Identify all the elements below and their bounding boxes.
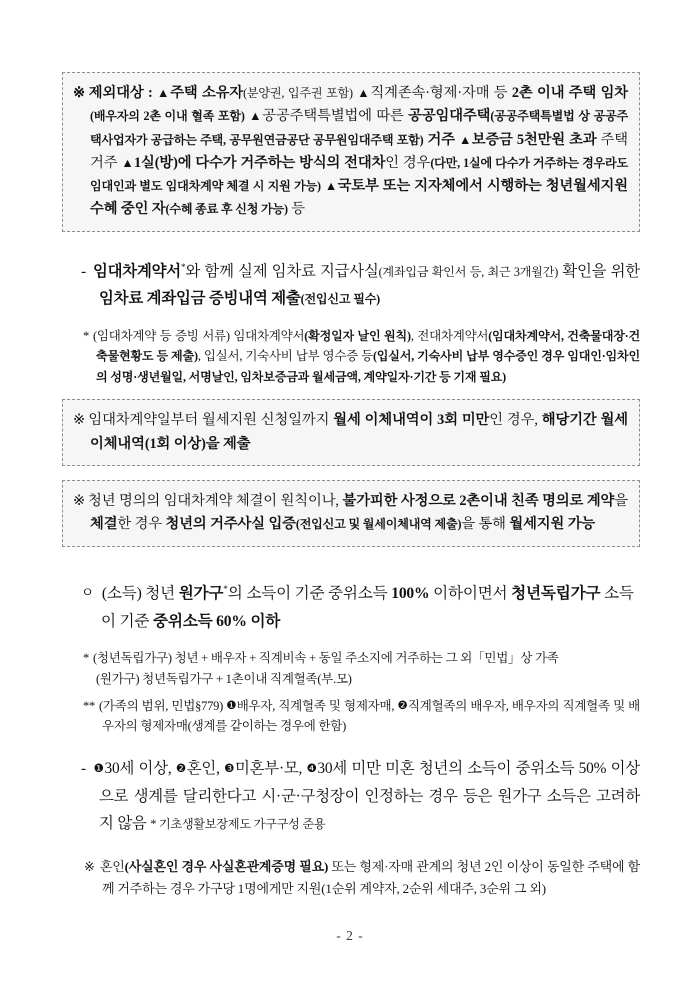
spacer (62, 689, 640, 696)
footnote-marker: * (180, 261, 186, 272)
income-exception-item (62, 755, 640, 837)
exclusion-target-text (73, 82, 628, 222)
reference-mark: ※ (84, 858, 95, 874)
spacer (62, 736, 640, 755)
relative-text-b: 불가피한 사정으로 2촌이내 친족 명의로 계약 (342, 492, 615, 509)
exclusion-item-2: 2촌 이내 주택 임차 (511, 85, 628, 101)
footnote-star: * (83, 651, 89, 666)
exclusion-item-3-lead: 공공주택특별법에 따른 (262, 108, 409, 125)
relative-text-e: 한 경우 (117, 516, 166, 533)
footnote-double-star: ** (83, 698, 95, 713)
family-scope-label: (가족의 범위, 민법§779) (99, 698, 227, 713)
income-independent-household: 청년독립가구 (511, 584, 601, 602)
exclusion-item-1: 주택 소유자 (170, 85, 244, 101)
lease-contract-submit: 임차료 계좌입금 증빙내역 제출 (99, 290, 301, 308)
relative-text-c: 을 (614, 492, 628, 509)
lease-contract-text-2: 확인을 위한 (558, 262, 640, 280)
transfer-text-c: 인 경우, (489, 412, 542, 429)
triangle-bullet-4: ▲ (458, 132, 472, 147)
relative-text-d: 체결 (90, 516, 118, 533)
income-text-c: 의 소득이 기준 중위소득 (227, 584, 392, 602)
household-definition-footnote (62, 648, 640, 668)
lease-evidence-title: (임대차계약 등 증빙 서류) (93, 328, 230, 343)
relative-text-f-note: (전입신고 및 월세이체내역 제출) (295, 517, 462, 532)
exclusion-item-6: 국토부 또는 지자체에서 시행하는 청년월세지원 수혜 중인 자 (90, 178, 628, 218)
relative-text-f: 청년의 거주사실 입증 (165, 516, 296, 533)
exception-text-c: 미혼부·모, (234, 760, 307, 778)
triangle-bullet-3: ▲ (249, 109, 263, 124)
page-content (62, 72, 640, 900)
exclusion-item-4: 보증금 5천만원 초과 (471, 131, 597, 148)
circled-number-1-icon: ❶ (92, 763, 105, 776)
exclusion-item-5: 전대차 (344, 154, 386, 171)
lease-evidence-c: , 전대차계약서 (410, 328, 489, 343)
relative-contract-text (73, 490, 628, 537)
lease-contract-label: 임대차계약서 (92, 262, 181, 280)
page-number: - 2 - (336, 928, 364, 943)
circled-number-2-icon: ❷ (397, 699, 408, 712)
origin-household-footnote (62, 669, 640, 689)
lease-evidence-b-note: (확정일자 날인 원칙) (304, 328, 411, 343)
exclusion-item-5-tail: 인 경우 (385, 154, 431, 171)
marriage-text-a: 혼인 (99, 858, 125, 874)
circled-number-2-icon: ❷ (175, 763, 187, 776)
exclusion-item-6-note: (수혜 종료 후 신청 가능) (165, 202, 288, 217)
footnote-marker: * (223, 583, 228, 594)
income-text-e: 이하이면서 (429, 584, 512, 602)
lease-evidence-c-note: (임대차계약서, 건축물대장·건축물현황도 등 제출) (96, 328, 641, 364)
relative-contract-box (62, 480, 640, 547)
reference-mark: ※ (73, 85, 86, 101)
income-household-label: 원가구 (178, 584, 224, 602)
exclusion-item-4-tail: 주택 거주 (90, 131, 628, 171)
family-scope-footnote (62, 696, 640, 737)
transfer-text-b: 월세 이체내역이 3회 미만 (333, 412, 490, 429)
lease-contract-note-2: (전입신고 필수) (300, 292, 380, 307)
transfer-text-a: 임대차계약일부터 월세지원 신청일까지 (88, 412, 334, 429)
income-text-g: 소득이 기준 (101, 584, 634, 630)
footnote-star: * (83, 328, 89, 343)
exclusion-item-3-note: (공공주택특별법 상 공공주택사업자가 공급하는 주택, 공무원연금공단 공무원임대주택 포함) (90, 109, 628, 147)
exclusion-item-2-lead: 직계존속·형제·자매 등 (370, 85, 512, 101)
lease-contract-text-1: 와 함께 실제 임차료 지급사실 (185, 262, 379, 280)
income-criteria-item (62, 580, 640, 637)
independent-household-desc: 청년 + 배우자 + 직계비속 + 동일 주소지에 거주하는 그 외「민법」상 가족 (171, 651, 559, 666)
spacer (62, 246, 640, 258)
independent-household-label: (청년독립가구) (93, 651, 172, 666)
transfer-record-text (73, 409, 628, 456)
income-text-a: (소득) 청년 (101, 584, 179, 602)
exclusion-item-2-note: (배우자의 2촌 이내 혈족 포함) (90, 109, 245, 124)
exclusion-item-3-tail: 거주 (423, 131, 459, 148)
family-scope-c: 직계혈족의 배우자, 배우자의 직계혈족 및 배우자의 형제자매(생계를 같이하는 경우에 한함) (102, 698, 640, 734)
circled-number-1-icon: ❶ (226, 699, 237, 712)
triangle-bullet-5: ▲ (121, 155, 134, 170)
reference-mark: ※ (73, 492, 85, 509)
spacer (62, 561, 640, 580)
income-percent-60: 중위소득 60% 이하 (153, 612, 281, 630)
circle-bullet: ㅇ (81, 584, 94, 600)
exclusion-item-3: 공공임대주택 (408, 108, 491, 125)
lease-evidence-footnote (62, 326, 640, 388)
marriage-sibling-note (62, 856, 640, 901)
marriage-text-b: 또는 형제·자매 관계의 청년 2인 이상이 동일한 주택에 함께 거주하는 경우 가구당 1명에게만 지원(1순위 계약자, 2순위 세대주, 3순위 그 외) (102, 858, 640, 896)
income-percent-100: 100% (391, 584, 430, 602)
spacer (62, 636, 640, 648)
spacer (62, 319, 640, 326)
exception-text-d: 30세 미만 미혼 청년의 소득이 중위소득 50% 이상으로 생계를 달리한다고 시·군·구청장이 인정하는 경우 등은 원가구 소득은 고려하지 않음 (99, 760, 640, 833)
triangle-bullet-1: ▲ (157, 86, 171, 100)
spacer (62, 844, 640, 856)
dash-bullet: - (81, 760, 86, 778)
circled-number-4-icon: ❹ (306, 763, 318, 776)
lease-evidence-b: 임대차계약서 (229, 328, 305, 343)
dash-bullet: - (81, 262, 86, 280)
exclusion-label: 제외대상 : (88, 85, 158, 101)
lease-evidence-d: , 입실서, 기숙사비 납부 영수증 등 (197, 349, 373, 364)
exception-text-b: 혼인, (186, 760, 225, 778)
origin-household-desc: (원가구) 청년독립가구 + 1촌이내 직계혈족(부.모) (96, 671, 352, 686)
relative-text-g: 을 통해 (461, 516, 510, 533)
exclusion-item-5-lead: 1실(방)에 다수가 거주하는 방식의 (134, 154, 345, 171)
relative-text-h: 월세지원 가능 (509, 516, 596, 533)
exception-text-a: 30세 이상, (104, 760, 176, 778)
lease-contract-requirement (62, 258, 640, 313)
triangle-bullet-6: ▲ (324, 179, 338, 194)
exclusion-target-box (62, 72, 640, 232)
exception-side-note: * 기초생활보장제도 가구구성 준용 (150, 817, 326, 832)
triangle-bullet-2: ▲ (357, 86, 371, 100)
lease-evidence-d-note: (입실서, 기숙사비 납부 영수증인 경우 임대인·임차인의 성명·생년월일, 서명날인, 임차보증금과 월세금액, 계약일자·기간 등 기재 필요) (96, 349, 640, 384)
spacer (62, 387, 640, 399)
lease-contract-note-1: (계좌입금 확인서 등, 최근 3개월간) (378, 264, 559, 279)
exclusion-item-5-note: (다만, 1실에 다수가 거주하는 경우라도 임대인과 별도 임대차계약 체결 시 지원 가능) (90, 155, 629, 194)
relative-text-a: 청년 명의의 임대차계약 체결이 원칙이나, (88, 492, 343, 509)
marriage-proof-note: (사실혼인 경우 사실혼관계증명 필요) (124, 858, 329, 874)
exclusion-item-6-tail: 등 (287, 201, 305, 218)
exclusion-item-1-note: (분양권, 입주권 포함) (243, 86, 353, 100)
reference-mark: ※ (73, 412, 86, 429)
transfer-record-box (62, 399, 640, 466)
transfer-text-d: 해당기간 월세 이체내역(1회 이상)을 제출 (90, 412, 628, 452)
circled-number-3-icon: ❸ (224, 763, 235, 776)
family-scope-b: 배우자, 직계혈족 및 형제자매, (236, 698, 398, 713)
